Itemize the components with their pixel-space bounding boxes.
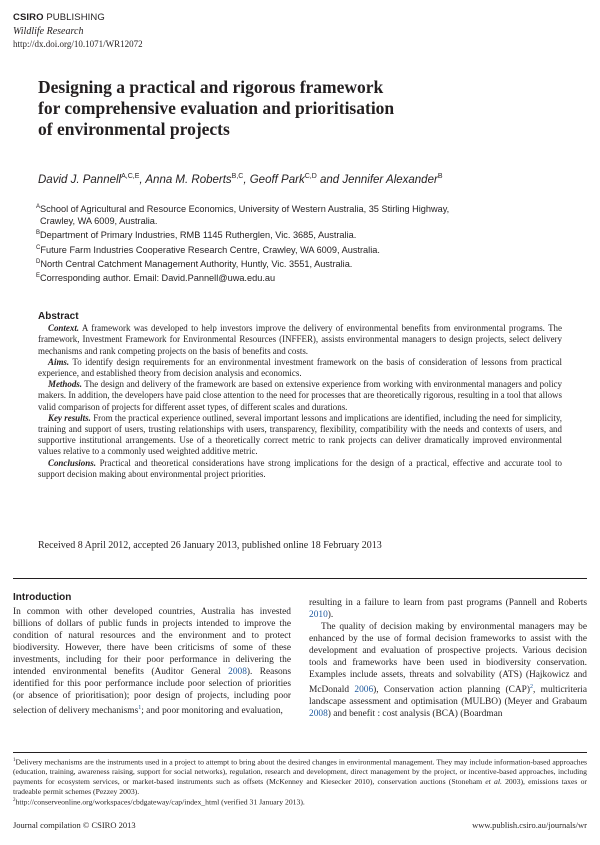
footnote-url[interactable]: http://conserveonline.org/workspaces/cbdgateway/cap/index_html (verified 31 January 2013). bbox=[15, 797, 305, 807]
affiliation-marker: B bbox=[36, 230, 41, 237]
footnote-divider bbox=[13, 752, 587, 753]
publisher-label bbox=[13, 12, 105, 23]
author-affil-marker: A,C,E bbox=[121, 173, 140, 180]
publisher-rest: PUBLISHING bbox=[43, 12, 105, 23]
abstract-text: A framework was developed to help investors improve the delivery of environmental benefits from environmental programs. The framework, Investment Framework for Environmental Resources (INFFER), assists environmental managers to design projects, select delivery mechanisms and rank competing projects on the basis of benefits and costs. bbox=[38, 323, 562, 356]
footer-copyright: Journal compilation © CSIRO 2013 bbox=[13, 820, 136, 830]
abstract-text: To identify design requirements for an environmental investment framework on the basis of consideration of lessons from practical experience, and established theory from decision analysis and economics. bbox=[38, 356, 562, 379]
intro-text: ). Reasons identified for this poor performance include poor selection of priorities (or absence of prioritisation); poor design of projects, including poor selection of delivery mechanisms bbox=[13, 667, 291, 717]
abstract-label: Key results. bbox=[48, 412, 91, 423]
title-line: of environmental projects bbox=[38, 119, 230, 139]
article-title bbox=[38, 77, 478, 140]
author-name: Anna M. Roberts bbox=[145, 173, 232, 186]
intro-paragraph bbox=[309, 621, 587, 720]
abstract-label: Methods. bbox=[48, 379, 83, 390]
affiliation-marker: A bbox=[36, 204, 41, 210]
affiliation-text: School of Agricultural and Resource Economics, University of Western Australia, 35 Stirling Highway, bbox=[40, 204, 450, 215]
author-separator: , bbox=[139, 173, 146, 186]
intro-text: , multicriteria landscape assessment and optimisation (MULBO) (Meyer and Grabaum bbox=[309, 685, 587, 708]
affiliation-text: Crawley, WA 6009, Australia. bbox=[40, 216, 158, 227]
abstract-paragraph bbox=[38, 379, 562, 413]
intro-paragraph bbox=[309, 597, 587, 621]
intro-text: ), Conservation action planning (CAP) bbox=[373, 685, 531, 696]
received-dates: Received 8 April 2012, accepted 26 January 2013, published online 18 February 2013 bbox=[38, 540, 382, 551]
affiliation-item bbox=[36, 242, 516, 256]
affiliation-text: Future Farm Industries Cooperative Research Centre, Crawley, WA 6009, Australia. bbox=[40, 244, 380, 255]
affiliations bbox=[36, 201, 516, 285]
affiliation-item bbox=[36, 256, 516, 270]
title-line: for comprehensive evaluation and prioritisation bbox=[38, 98, 395, 118]
author-separator: , bbox=[243, 173, 250, 186]
abstract-label: Context. bbox=[48, 323, 80, 334]
affiliation-item bbox=[36, 215, 516, 227]
affiliation-marker: C bbox=[36, 244, 41, 251]
intro-text: resulting in a failure to learn from past programs (Pannell and Roberts bbox=[309, 598, 587, 608]
citation-link[interactable]: 2010 bbox=[309, 610, 328, 620]
intro-text: ). bbox=[327, 610, 334, 620]
intro-text: In common with other developed countries, Australia has invested billions of dollars of public funds in projects intended to improve the condition of natural resources and the environment and to protect biodiversity. However, there have been criticisms of some of these investments, including for their poor performance in delivering the intended environmental benefits (Auditor General bbox=[13, 607, 291, 677]
abstract-label: Aims. bbox=[48, 356, 70, 367]
citation-link[interactable]: 2008 bbox=[309, 709, 328, 720]
intro-text: The quality of decision making by environmental managers may be enhanced by the use of formal decision frameworks to assist with the development and evaluation of prospective projects. Various decision tools and frameworks have been used in biodiversity conservation. Examples include assets, threats and solvability (ATS) (Hajkowicz and McDonald bbox=[309, 622, 587, 696]
title-line: Designing a practical and rigorous framework bbox=[38, 77, 384, 97]
affiliation-marker: E bbox=[36, 273, 41, 280]
abstract-text: The design and delivery of the framework are based on extensive experience from working with environmental managers and policy makers. In addition, the developers have paid close attention to the need for processes that are theoretically rigorous, resulting in a tool that allows valid comparison of projects for different asset types, of different scales and durations. bbox=[38, 379, 562, 412]
citation-link[interactable]: 2006 bbox=[354, 685, 374, 696]
footnote-number: 1 bbox=[13, 758, 16, 763]
intro-text: ) and benefit : cost analysis (BCA) (Boardman bbox=[327, 709, 503, 720]
footnote-number: 2 bbox=[13, 798, 16, 804]
introduction-heading: Introduction bbox=[13, 592, 72, 603]
footnote-text: Delivery mechanisms are the instruments used in a project to attempt to bring about the desired changes in environmental management. They may include information-based approaches (education, training, awareness raising, support for social networks), regulation, research and development, direct management by the project, or incentive-based approaches, including payments for ecosystem services, or market-based instruments such as offsets (McKenney and Kiesecker 2010), conservation auctions (Stoneham bbox=[13, 757, 587, 786]
author-separator: and bbox=[316, 173, 343, 186]
abstract-paragraph bbox=[38, 357, 562, 379]
author-list bbox=[38, 173, 442, 186]
intro-column-right bbox=[309, 597, 587, 720]
author-name: David J. Pannell bbox=[38, 173, 122, 186]
author-name: Jennifer Alexander bbox=[342, 173, 438, 186]
affiliation-text: Corresponding author. Email: David.Pannell@uwa.edu.au bbox=[40, 273, 276, 284]
abstract-text: From the practical experience outlined, several important lessons and implications are identified, including the need for simplicity, training and support of users, trusting relationships with users, transparency, flexibility, compatibility with the needs and contexts of users, and supportive institutional arrangements. Use of a theoretically correct metric to rank projects can deliver dramatically improved environmental values relative to a commonly used weighted additive metric. bbox=[38, 412, 563, 457]
affiliation-text: North Central Catchment Management Authority, Huntly, Vic. 3551, Australia. bbox=[40, 259, 353, 270]
footer-url[interactable]: www.publish.csiro.au/journals/wr bbox=[472, 820, 587, 830]
abstract-paragraph bbox=[38, 458, 562, 480]
abstract-section bbox=[38, 311, 562, 480]
footnote-marker[interactable]: 2 bbox=[530, 684, 534, 690]
affiliation-item bbox=[36, 227, 516, 241]
doi-link[interactable]: http://dx.doi.org/10.1071/WR12072 bbox=[13, 39, 143, 49]
author-affil-marker: B bbox=[437, 173, 443, 180]
citation-link[interactable]: 2008 bbox=[228, 667, 247, 677]
affiliation-item bbox=[36, 201, 516, 215]
author-name: Geoff Park bbox=[249, 173, 305, 186]
author-affil-marker: B,C bbox=[231, 173, 244, 180]
footnotes bbox=[13, 756, 587, 808]
intro-paragraph bbox=[13, 606, 291, 717]
author-affil-marker: C,D bbox=[304, 173, 317, 180]
affiliation-marker: D bbox=[36, 259, 41, 265]
affiliation-text: Department of Primary Industries, RMB 1145 Rutherglen, Vic. 3685, Australia. bbox=[40, 230, 357, 241]
intro-text: ; and poor monitoring and evaluation, bbox=[141, 706, 283, 717]
footnote-marker[interactable]: 1 bbox=[138, 705, 142, 711]
abstract-heading: Abstract bbox=[38, 311, 79, 322]
footnote-text: 2003), emissions taxes or tradeable permit schemes (Pezzey 2003). bbox=[13, 776, 587, 796]
abstract-label: Conclusions. bbox=[48, 457, 96, 468]
journal-name: Wildlife Research bbox=[13, 26, 84, 37]
abstract-paragraph bbox=[38, 323, 562, 357]
footnote-item bbox=[13, 756, 587, 796]
section-divider bbox=[13, 578, 587, 579]
abstract-paragraph bbox=[38, 413, 562, 458]
intro-column-left bbox=[13, 606, 291, 717]
publisher-bold: CSIRO bbox=[13, 12, 44, 23]
affiliation-item bbox=[36, 270, 516, 284]
footnote-item bbox=[13, 796, 587, 807]
abstract-text: Practical and theoretical considerations have strong implications for the design of a practical, effective and accurate tool to support decision making about environmental project priorities. bbox=[38, 457, 562, 479]
footnote-text: et al. bbox=[485, 776, 502, 786]
